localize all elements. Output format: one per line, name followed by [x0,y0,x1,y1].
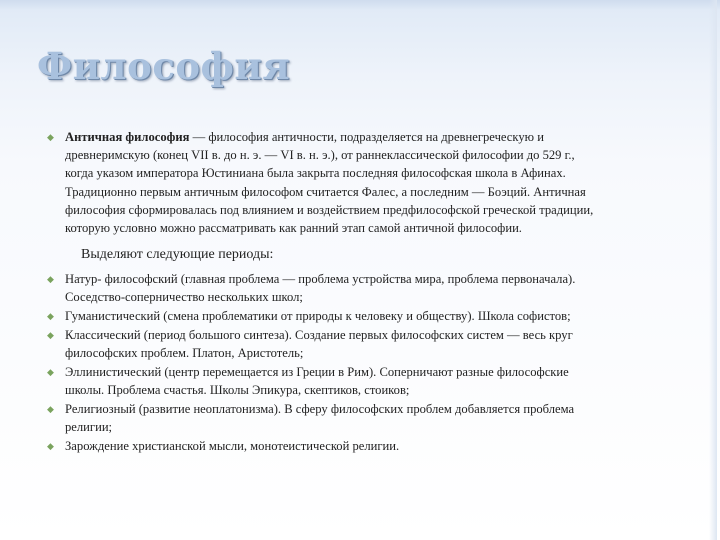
list-item [47,326,599,362]
list-item-text: Религиозный (развитие неоплатонизма). В сферу философских проблем добавляется проблема религии; [65,401,575,434]
periods-heading: Выделяют следующие периоды: [81,247,274,263]
list-item [47,400,599,436]
bullet-icon: ◆ [47,274,54,285]
list-item [47,307,599,325]
intro-paragraph [47,128,599,237]
intro-text: — философия античности, подразделяется на древнегреческую и древнеримскую (конец VII в. до н. э. — VI в. н. э.), от раннеклассической философии до 529 г., когда указом императора Юстиниана была закрыта последняя философская школа в Афинах. Традиционно первым античным философом считается Фалес, а последним — Боэций. Античная философия сформировалась под влиянием и воздействием предфилософской греческой традиции, которую условно можно рассматривать как ранний этап самой античной философии. [65,130,594,236]
list-item-text: Классический (период большого синтеза). Создание первых философских систем — весь круг философских проблем. Платон, Аристотель; [65,327,573,361]
bullet-icon: ◆ [47,440,54,451]
slide-title: Философия [37,44,291,88]
list-item-text: Эллинистический (центр перемещается из Греции в Рим). Соперничают разные философские школы. Проблема счастья. Школы Эпикура, скептиков, стоиков; [65,364,569,397]
list-item-text: Гуманистический (смена проблематики от природы к человеку и обществу). Школа софистов; [65,309,571,324]
right-border [709,0,717,540]
slide-content [47,128,599,455]
bullet-icon: ◆ [47,329,54,340]
periods-list [47,270,599,455]
bullet-icon: ◆ [47,366,54,377]
bullet-icon: ◆ [47,132,54,142]
list-item [47,270,599,306]
list-item-text: Зарождение христианской мысли, монотеистической религии. [65,438,400,453]
list-item-text: Натур- философский (главная проблема — проблема устройства мира, проблема первоначала). Соседство-соперничество нескольких школ; [65,272,576,305]
bullet-icon: ◆ [47,403,54,414]
intro-term: Античная философия [65,130,190,144]
top-border [0,0,720,10]
list-item [47,437,599,455]
bullet-icon: ◆ [47,311,54,322]
list-item [47,363,599,399]
